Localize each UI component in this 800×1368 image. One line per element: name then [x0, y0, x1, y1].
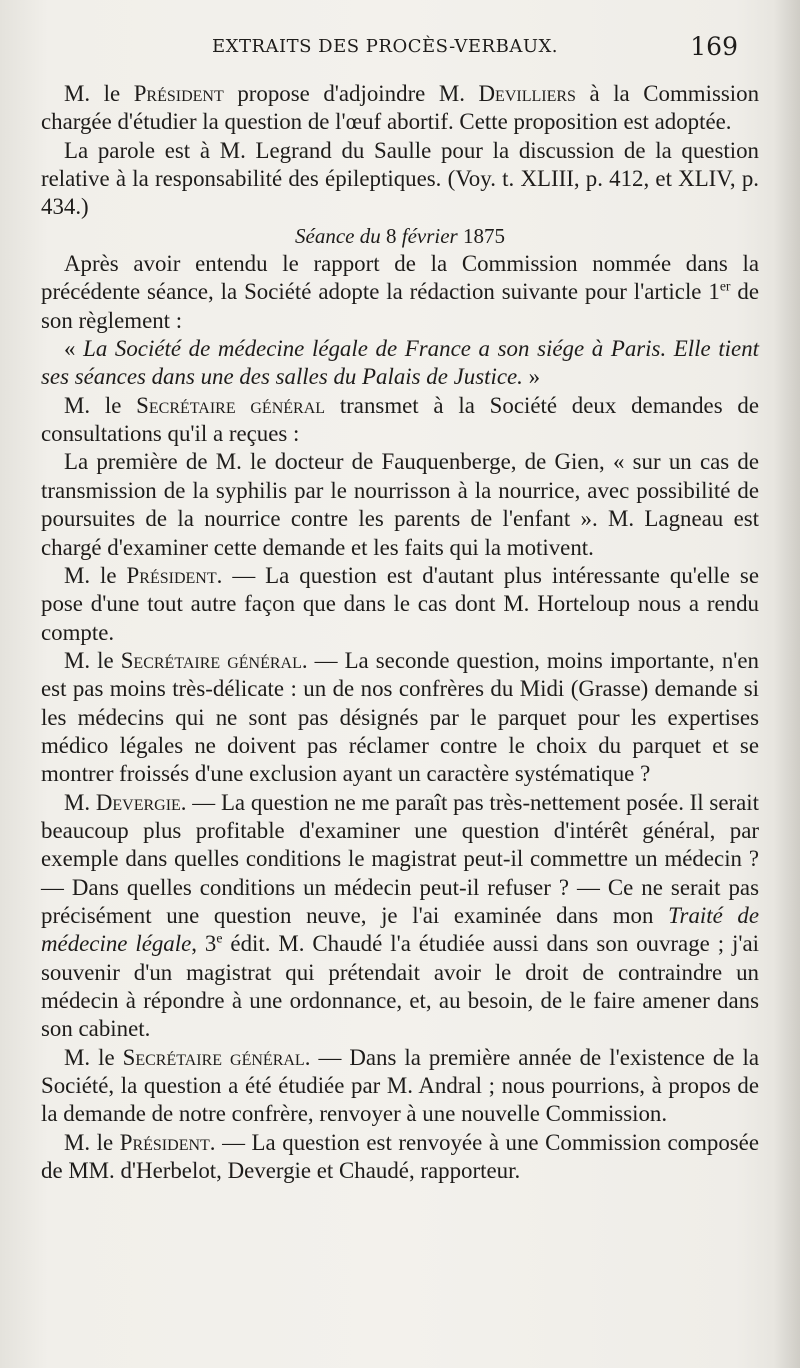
- speaker-name: Président.: [126, 562, 223, 588]
- page-header: [0, 34, 800, 68]
- paragraph-president-commission: M. le Président. — La question est renvoyée à une Commission composée de MM. d'Herbelot, Devergie et Chaudé, rapporteur.: [41, 1129, 759, 1184]
- paragraph-second-question: M. le Secrétaire général. — La seconde question, moins importante, n'en est pas moins très-délicate : un de nos confrères du Midi (Grasse) demande si les médecins qui ne sont pas désignés par le parquet pour les expertises médico légales ne doivent pas réclamer contre le choix du parquet et se montrer froissés d'une exclusion ayant un caractère systématique ?: [41, 647, 759, 787]
- paragraph-legrand-du-saulle: La parole est à M. Legrand du Saulle pour la discussion de la question relative à la responsabilité des épileptiques. (Voy. t. XLIII, p. 412, et XLIV, p. 434.): [41, 137, 759, 220]
- speaker-name: Secrétaire général.: [122, 1044, 311, 1070]
- running-title: EXTRAITS DES PROCÈS-VERBAUX.: [212, 36, 559, 57]
- quoted-article-text: La Société de médecine légale de France a son siége à Paris. Elle tient ses séances dans une des salles du Palais de Justice.: [41, 336, 759, 390]
- paragraph-devergie: M. Devergie. — La question ne me paraît pas très-nettement posée. Il serait beaucoup plus profitable d'examiner une question d'intérêt général, par exemple dans quelles conditions le magistrat peut-il commettre un médecin ? — Dans quelles conditions un médecin peut-il refuser ? — Ce ne serait pas précisément une question neuve, je l'ai examinée dans mon Traité de médecine légale, 3e édit. M. Chaudé l'a étudiée aussi dans son ouvrage ; j'ai souvenir d'un magistrat qui prétendait avoir le droit de contraindre un médecin à répondre à une ordonnance, et, au besoin, de le faire amener dans son cabinet.: [41, 789, 760, 1042]
- book-title: Traité de médecine légale: [41, 902, 759, 957]
- page-body: [41, 80, 759, 1185]
- paragraph-secretary-andral: M. le Secrétaire général. — Dans la première année de l'existence de la Société, la question a été étudiée par M. Andral ; nous pourrions, à propos de la demande de notre confrère, renvoyer à une nouvelle Commission.: [41, 1044, 759, 1127]
- speaker-name: Secrétaire général: [136, 392, 326, 418]
- paragraph-president-remark: M. le Président. — La question est d'autant plus intéressante qu'elle se pose d'une tout autre façon que dans le cas dont M. Horteloup nous a rendu compte.: [41, 562, 759, 645]
- paragraph-secretary-consultations: M. le Secrétaire général transmet à la Société deux demandes de consultations qu'il a reçues :: [41, 392, 759, 447]
- session-heading: Séance du 8 février 1875: [295, 223, 505, 248]
- page-number: 169: [690, 32, 738, 61]
- speaker-name: Secrétaire général.: [120, 647, 308, 673]
- paragraph-first-request: La première de M. le docteur de Fauquenberge, de Gien, « sur un cas de transmission de la syphilis par le nourrisson à la nourrice, avec possibilité de poursuites de la nourrice contre les parents de l'enfant ». M. Lagneau est chargé d'examiner cette demande et les faits qui la motivent.: [41, 449, 759, 560]
- paragraph-president-proposal: M. le Président propose d'adjoindre M. Devilliers à la Commission chargée d'étudier la question de l'œuf abortif. Cette proposition est adoptée.: [41, 81, 760, 135]
- paragraph-commission-report: Après avoir entendu le rapport de la Commission nommée dans la précédente séance, la Société adopte la rédaction suivante pour l'article 1er de son règlement :: [41, 251, 759, 333]
- speaker-name: Devergie.: [95, 789, 187, 815]
- speaker-name: Président: [133, 81, 224, 106]
- speaker-name: Président.: [119, 1129, 216, 1155]
- paragraph-article-quote: « La Société de médecine légale de France a son siége à Paris. Elle tient ses séances dans une des salles du Palais de Justice. »: [41, 336, 759, 390]
- person-name: Devilliers: [478, 81, 576, 106]
- page-gutter-shadow: [774, 0, 800, 1368]
